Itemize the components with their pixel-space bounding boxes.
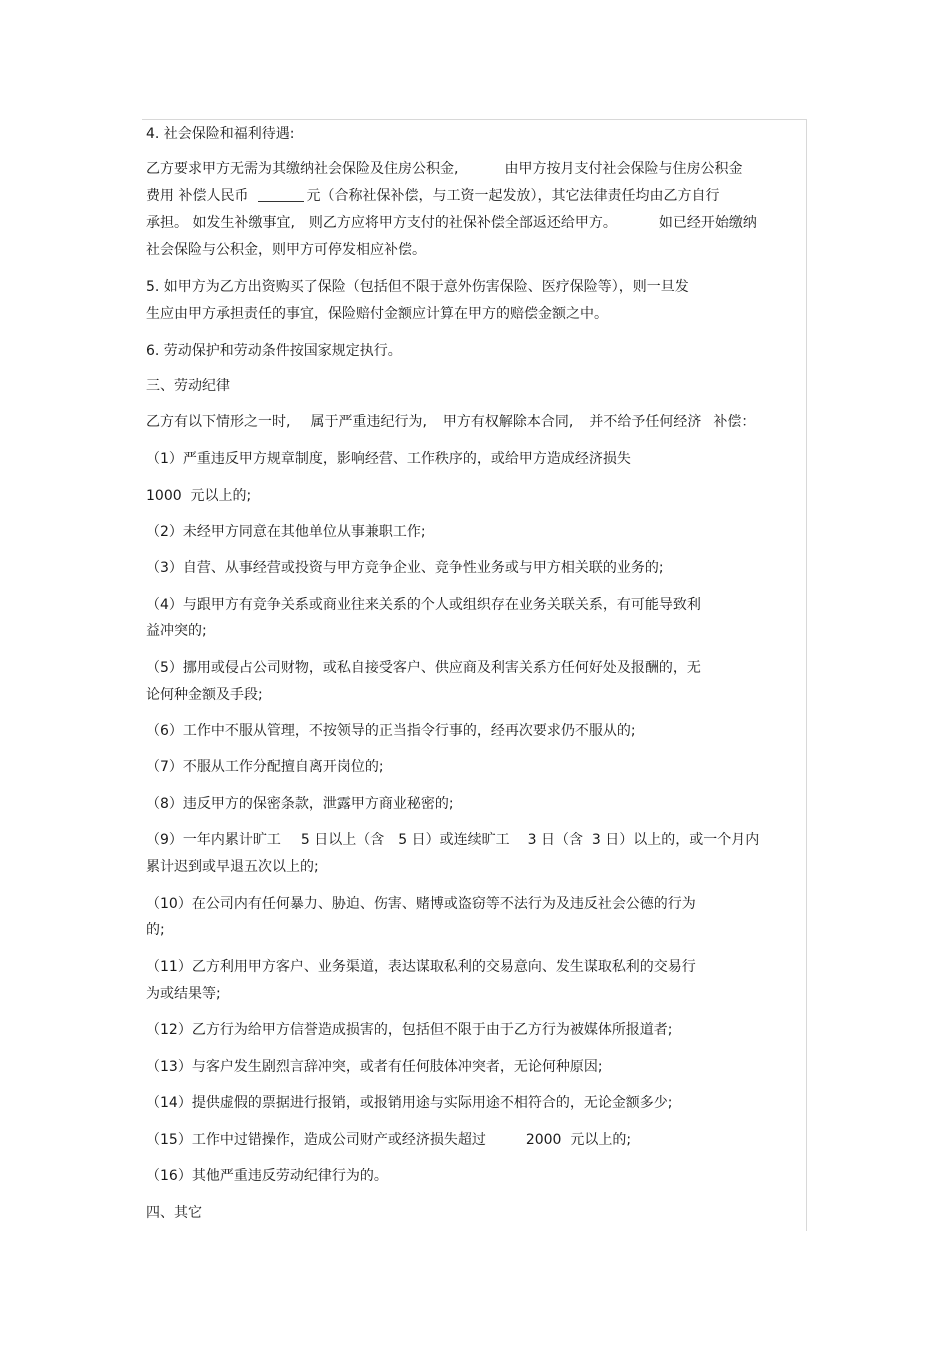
list-item: （1）严重违反甲方规章制度，影响经营、工作秩序的，或给甲方造成经济损失 (146, 451, 631, 467)
paragraph-line: 费用 补偿人民币 元（合称社保补偿，与工资一起发放），其它法律责任均由乙方自行 (146, 188, 720, 204)
paragraph-line: 5. 如甲方为乙方出资购买了保险（包括但不限于意外伤害保险、医疗保险等），则一旦发 (146, 279, 689, 295)
list-item: （5）挪用或侵占公司财物，或私自接受客户、供应商及利害关系方任何好处及报酬的，无 (146, 660, 701, 676)
paragraph-line: 生应由甲方承担责任的事宜，保险赔付金额应计算在甲方的赔偿金额之中。 (146, 306, 608, 322)
list-item: （16）其他严重违反劳动纪律行为的。 (146, 1168, 388, 1184)
list-item: （11）乙方利用甲方客户、业务渠道，表达谋取私利的交易意向、发生谋取私利的交易行 (146, 959, 696, 975)
list-item: （14）提供虚假的票据进行报销，或报销用途与实际用途不相符合的，无论金额多少; (146, 1095, 673, 1111)
paragraph-line: 承担。 如发生补缴事宜, 则乙方应将甲方支付的社保补偿全部返还给甲方。 如已经开始缴纳 (146, 215, 757, 231)
list-item: 累计迟到或早退五次以上的; (146, 859, 319, 875)
amount-blank (258, 187, 304, 202)
paragraph-line: 6. 劳动保护和劳动条件按国家规定执行。 (146, 343, 402, 359)
section-heading: 三、劳动纪律 (146, 378, 230, 394)
list-item: （4）与跟甲方有竞争关系或商业往来关系的个人或组织存在业务关联关系，有可能导致利 (146, 597, 701, 613)
list-item: （8）违反甲方的保密条款，泄露甲方商业秘密的; (146, 796, 454, 812)
list-item: （15）工作中过错操作，造成公司财产或经济损失超过 2000 元以上的; (146, 1132, 632, 1148)
list-item: 为或结果等; (146, 986, 221, 1002)
list-item: 1000 元以上的; (146, 488, 252, 504)
paragraph-line: 社会保险与公积金，则甲方可停发相应补偿。 (146, 242, 426, 258)
paragraph-line: 乙方要求甲方无需为其缴纳社会保险及住房公积金, 由甲方按月支付社会保险与住房公积金 (146, 161, 743, 177)
list-item: （13）与客户发生剧烈言辞冲突，或者有任何肢体冲突者，无论何种原因; (146, 1059, 603, 1075)
list-item: （12）乙方行为给甲方信誉造成损害的，包括但不限于由于乙方行为被媒体所报道者; (146, 1022, 673, 1038)
paragraph-line: 乙方有以下情形之一时, 属于严重违纪行为, 甲方有权解除本合同, 并不给予任何经济 补偿： (146, 414, 756, 430)
section-heading: 四、其它 (146, 1205, 202, 1221)
heading-social-insurance: 4. 社会保险和福利待遇: (146, 126, 295, 142)
list-item: （10）在公司内有任何暴力、胁迫、伤害、赌博或盗窃等不法行为及违反社会公德的行为 (146, 896, 696, 912)
list-item: （3）自营、从事经营或投资与甲方竞争企业、竞争性业务或与甲方相关联的业务的; (146, 560, 664, 576)
list-item: 论何种金额及手段; (146, 687, 263, 703)
list-item: 的; (146, 922, 165, 938)
list-item: 益冲突的; (146, 623, 207, 639)
list-item: （7）不服从工作分配擅自离开岗位的; (146, 759, 384, 775)
list-item: （6）工作中不服从管理，不按领导的正当指令行事的，经再次要求仍不服从的; (146, 723, 636, 739)
list-item: （9）一年内累计旷工 5 日以上（含 5 日）或连续旷工 3 日（含 3 日）以上的，或一个月内 (146, 832, 760, 848)
list-item: （2）未经甲方同意在其他单位从事兼职工作; (146, 524, 426, 540)
